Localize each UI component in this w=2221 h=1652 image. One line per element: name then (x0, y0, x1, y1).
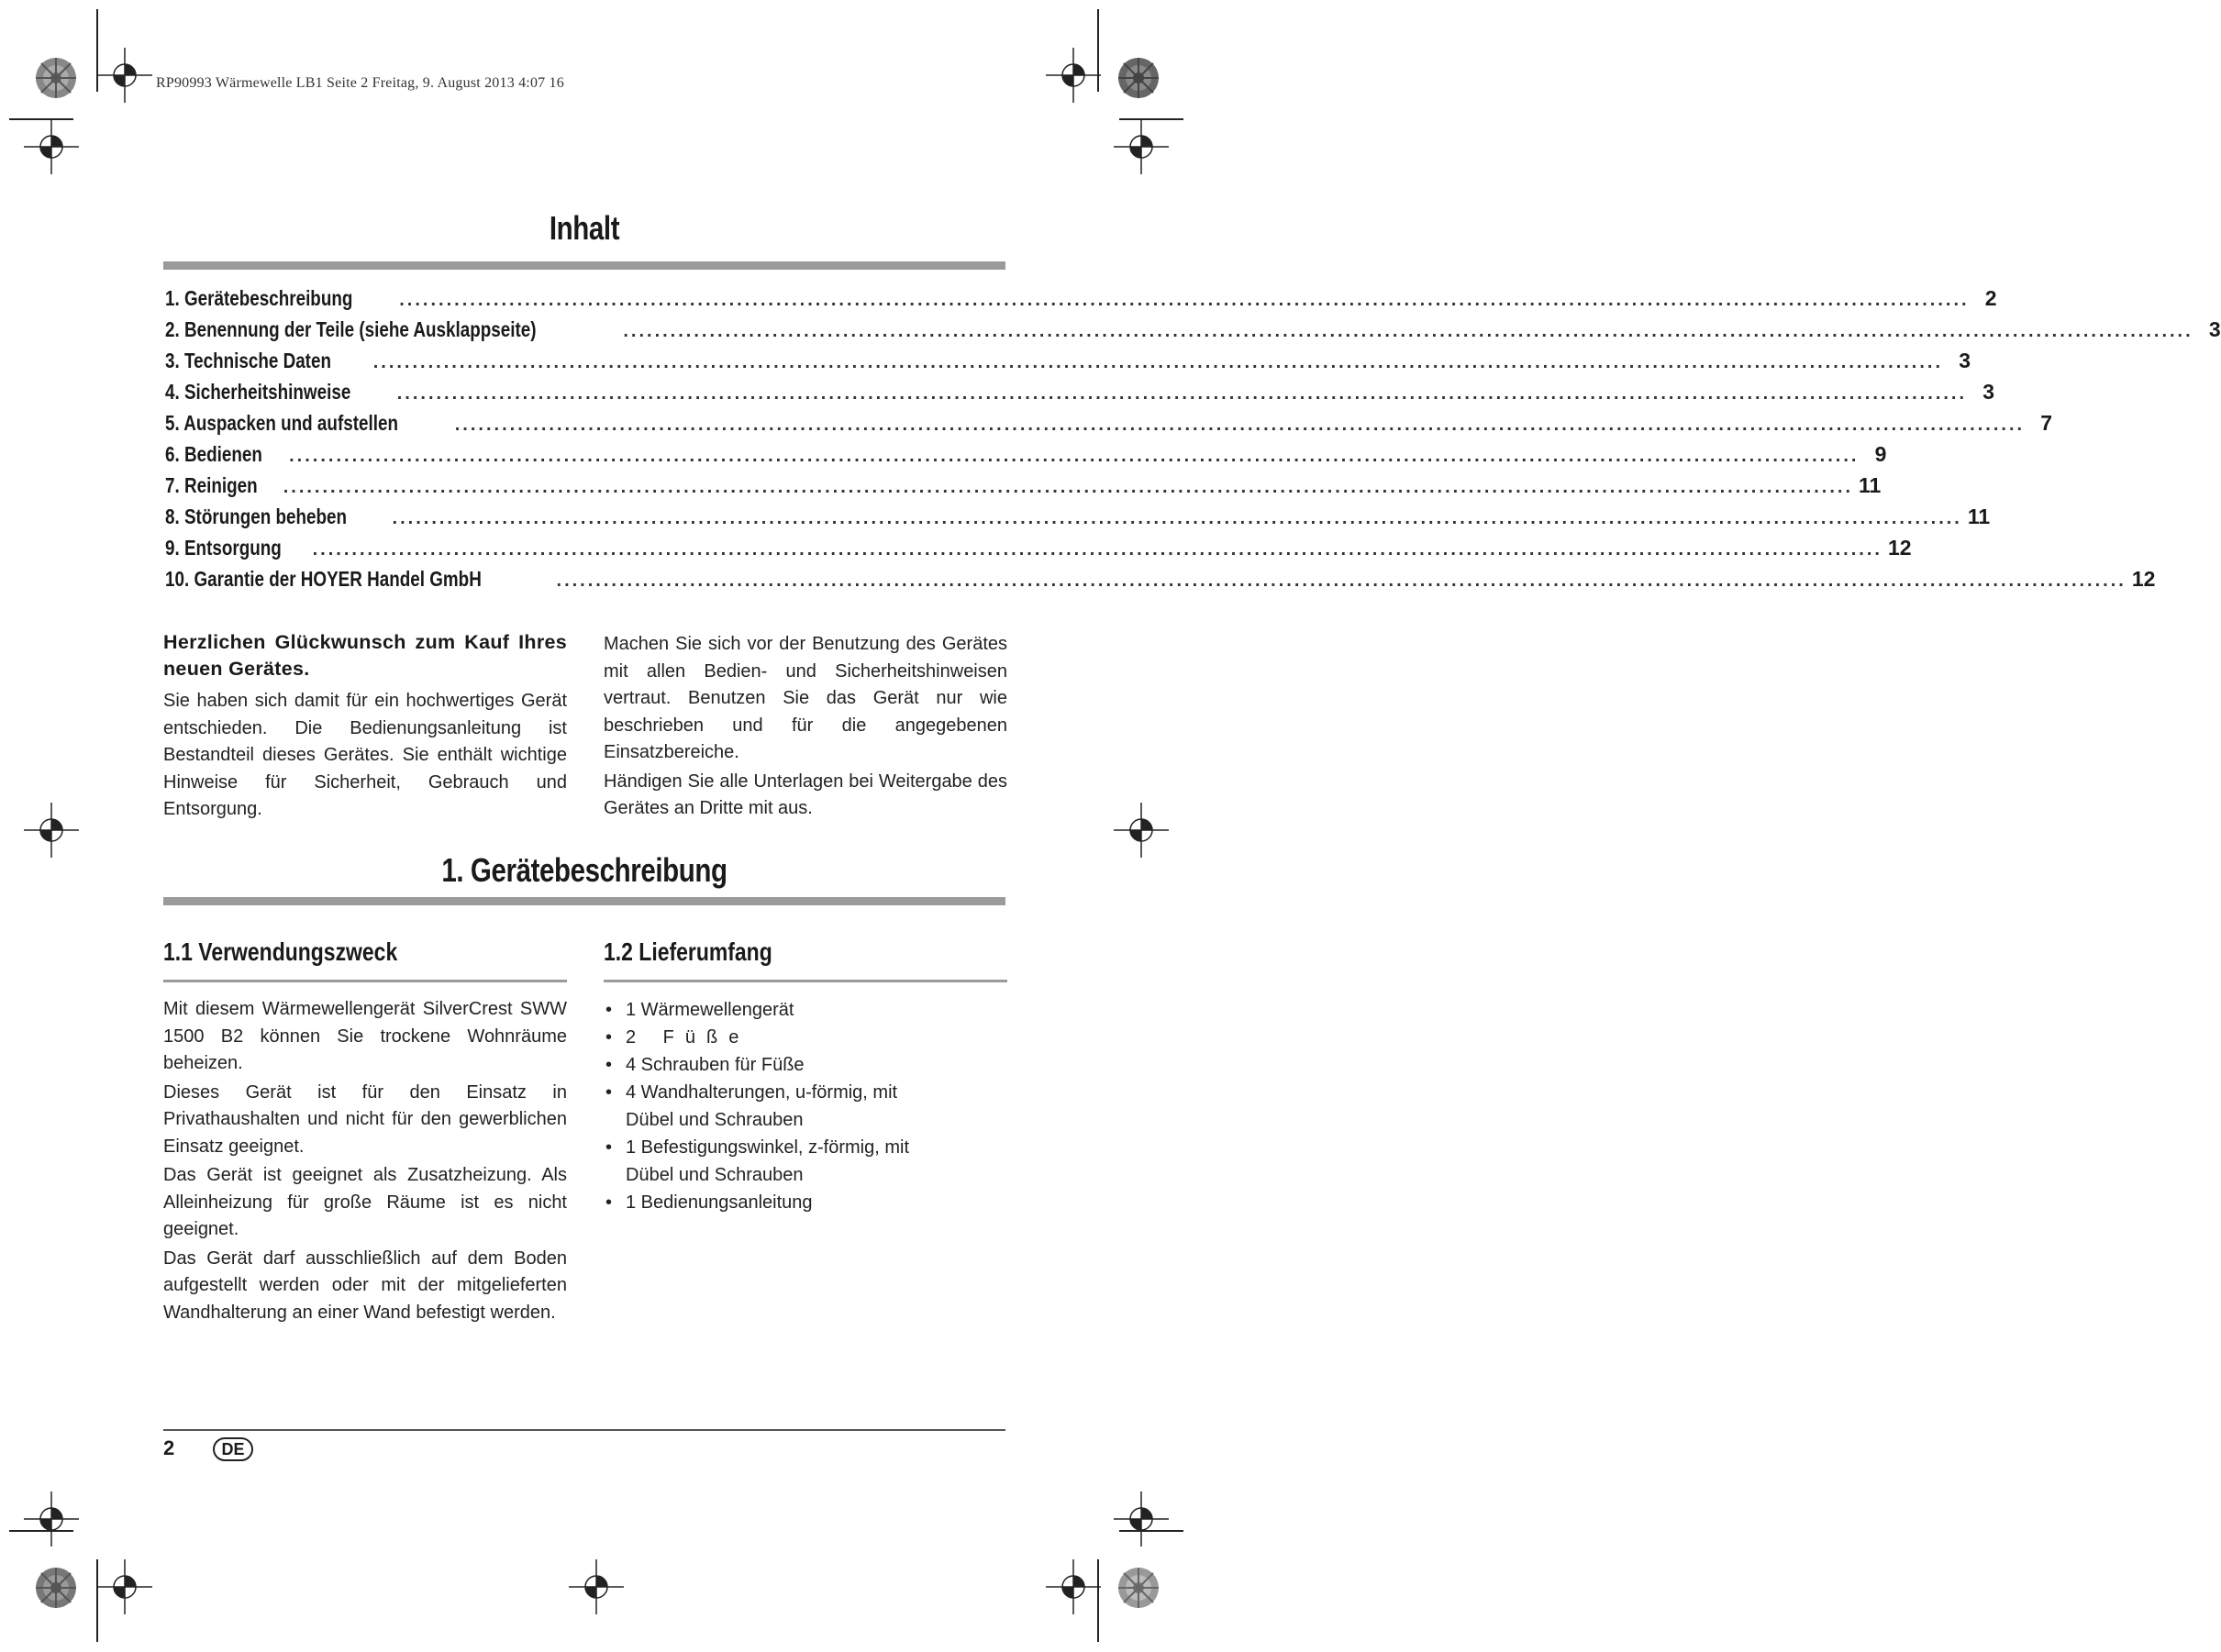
page-number: 2 (163, 1436, 175, 1459)
language-badge: DE (213, 1437, 253, 1461)
toc-entry[interactable] (165, 317, 2221, 349)
toc-entry[interactable] (165, 411, 2053, 442)
toc-entry[interactable] (165, 286, 1997, 317)
usage-paragraph-1: Mit diesem Wärmewellengerät SilverCrest SWW 1500 B2 können Sie trockene Wohnräume beheizen. (163, 999, 567, 1073)
list-item: • 1 Befestigungswinkel, z-förmig, mit Dübel und Schrauben (604, 1134, 934, 1189)
registration-mark-icon (1046, 1559, 1101, 1614)
toc-entry-page: 12 (1887, 536, 1912, 560)
subsection-1-1-title: 1.1 Verwendungszweck (163, 937, 398, 966)
table-of-contents (165, 286, 2221, 598)
section-1-title-bar (163, 897, 1005, 905)
registration-mark-icon (1114, 1491, 1169, 1547)
toc-entry[interactable] (165, 380, 1995, 411)
list-item: • 4 Wandhalterungen, u-förmig, mit Dübel und Schrauben (604, 1079, 934, 1134)
list-item: • 1 Wärmewellengerät (604, 996, 934, 1024)
toc-entry-label: 2. Benennung der Teile (siehe Ausklappseite) (165, 317, 537, 341)
delivery-list (604, 996, 934, 1216)
toc-entry-page: 3 (1959, 349, 1971, 372)
registration-mark-icon (97, 1559, 152, 1614)
usage-paragraph-3: Das Gerät ist geeignet als Zusatzheizung. Als Alleinheizung für große Räume ist es nicht geeignet. (163, 1165, 567, 1239)
intro-right-paragraph-2: Händigen Sie alle Unterlagen bei Weitergabe des Gerätes an Dritte mit aus. (604, 771, 1007, 818)
toc-leader-dots: ........................................................................................................................................................................................................ (372, 352, 1944, 372)
intro-left-text: Sie haben sich damit für ein hochwertiges Gerät entschieden. Die Bedienungsanleitung ist Bestandteil dieses Gerätes. Sie enthält wichtige Hinweise für Sicherheit, Gebrauch und Entsorgung. (163, 691, 567, 819)
registration-mark-icon (24, 1491, 79, 1547)
toc-leader-dots: ........................................................................................................................................................................................................ (312, 539, 1882, 560)
list-item: • 4 Schrauben für Füße (604, 1051, 934, 1079)
toc-entry-page: 3 (1982, 380, 1995, 404)
toc-leader-dots: ........................................................................................................................................................................................................ (392, 508, 1962, 528)
toc-leader-dots: ........................................................................................................................................................................................................ (454, 415, 2026, 435)
print-header: RP90993 Wärmewelle LB1 Seite 2 Freitag, 9. August 2013 4:07 16 (156, 75, 564, 91)
toc-entry-page: 11 (1859, 473, 1882, 497)
toc-entry-label: 7. Reinigen (165, 473, 258, 497)
intro-left-column (163, 629, 567, 824)
toc-entry-label: 10. Garantie der HOYER Handel GmbH (165, 567, 482, 591)
registration-mark-icon (24, 119, 79, 174)
subsection-1-2-body (604, 996, 934, 1216)
subsection-1-1-rule (163, 980, 567, 982)
toc-entry-label: 3. Technische Daten (165, 349, 331, 372)
toc-entry-label: 5. Auspacken und aufstellen (165, 411, 398, 435)
subsection-1-1-body (163, 996, 567, 1326)
toc-title: Inhalt (549, 209, 620, 247)
toc-entry-page: 9 (1874, 442, 1887, 466)
toc-leader-dots: ........................................................................................................................................................................................................ (399, 290, 1970, 310)
toc-entry[interactable] (165, 473, 1882, 504)
toc-entry-page: 12 (2131, 567, 2156, 591)
color-rosette-icon (1117, 1567, 1160, 1609)
toc-entry[interactable] (165, 567, 2156, 598)
usage-paragraph-2: Dieses Gerät ist für den Einsatz in Privathaushalten und nicht für den gewerblichen Einsatz geeignet. (163, 1081, 567, 1157)
registration-mark-icon (97, 48, 152, 103)
toc-entry-label: 8. Störungen beheben (165, 504, 348, 528)
color-rosette-icon (1117, 57, 1160, 99)
registration-mark-icon (1046, 48, 1101, 103)
subsection-1-2-rule (604, 980, 1007, 982)
toc-entry-page: 2 (1984, 286, 1997, 310)
toc-entry-label: 6. Bedienen (165, 442, 262, 466)
registration-mark-icon (569, 1559, 624, 1614)
color-rosette-icon (35, 1567, 77, 1609)
section-1-title: 1. Gerätebeschreibung (441, 851, 727, 889)
intro-heading: Herzlichen Glückwunsch zum Kauf Ihres neuen Gerätes. (163, 631, 567, 680)
color-rosette-icon (35, 57, 77, 99)
toc-entry-page: 7 (2040, 411, 2053, 435)
toc-leader-dots: ........................................................................................................................................................................................................ (283, 477, 1854, 497)
footer-rule (163, 1429, 1005, 1431)
registration-mark-icon (1114, 119, 1169, 174)
toc-leader-dots: ........................................................................................................................................................................................................ (396, 383, 1968, 404)
toc-entry-label: 1. Gerätebeschreibung (165, 286, 353, 310)
subsection-1-2-title: 1.2 Lieferumfang (604, 937, 772, 966)
toc-entry-page: 11 (1967, 504, 1991, 528)
toc-leader-dots: ........................................................................................................................................................................................................ (623, 321, 2193, 341)
toc-leader-dots: ........................................................................................................................................................................................................ (289, 446, 1860, 466)
usage-paragraph-4: Das Gerät darf ausschließlich auf dem Boden aufgestellt werden oder mit der mitgelieferten Wandhalterung an einer Wand befestigt werden. (163, 1247, 567, 1323)
list-item: • 1 Bedienungsanleitung (604, 1189, 934, 1216)
toc-entry[interactable] (165, 349, 1971, 380)
toc-entry-page: 3 (2208, 317, 2221, 341)
toc-entry-label: 4. Sicherheitshinweise (165, 380, 351, 404)
toc-entry[interactable] (165, 504, 1991, 536)
toc-title-bar (163, 261, 1005, 270)
toc-entry[interactable] (165, 442, 1887, 473)
intro-right-paragraph-1: Machen Sie sich vor der Benutzung des Gerätes mit allen Bedien- und Sicherheitshinweisen vertraut. Benutzen Sie das Gerät nur wie beschrieben und für die angegebenen Einsatzbereiche. (604, 634, 1007, 762)
registration-mark-icon (24, 803, 79, 858)
registration-mark-icon (1114, 803, 1169, 858)
toc-leader-dots: ........................................................................................................................................................................................................ (556, 571, 2127, 591)
list-item: • 2 Füße (604, 1024, 934, 1051)
intro-right-column (604, 631, 1007, 823)
toc-entry-label: 9. Entsorgung (165, 536, 282, 560)
toc-entry[interactable] (165, 536, 1912, 567)
